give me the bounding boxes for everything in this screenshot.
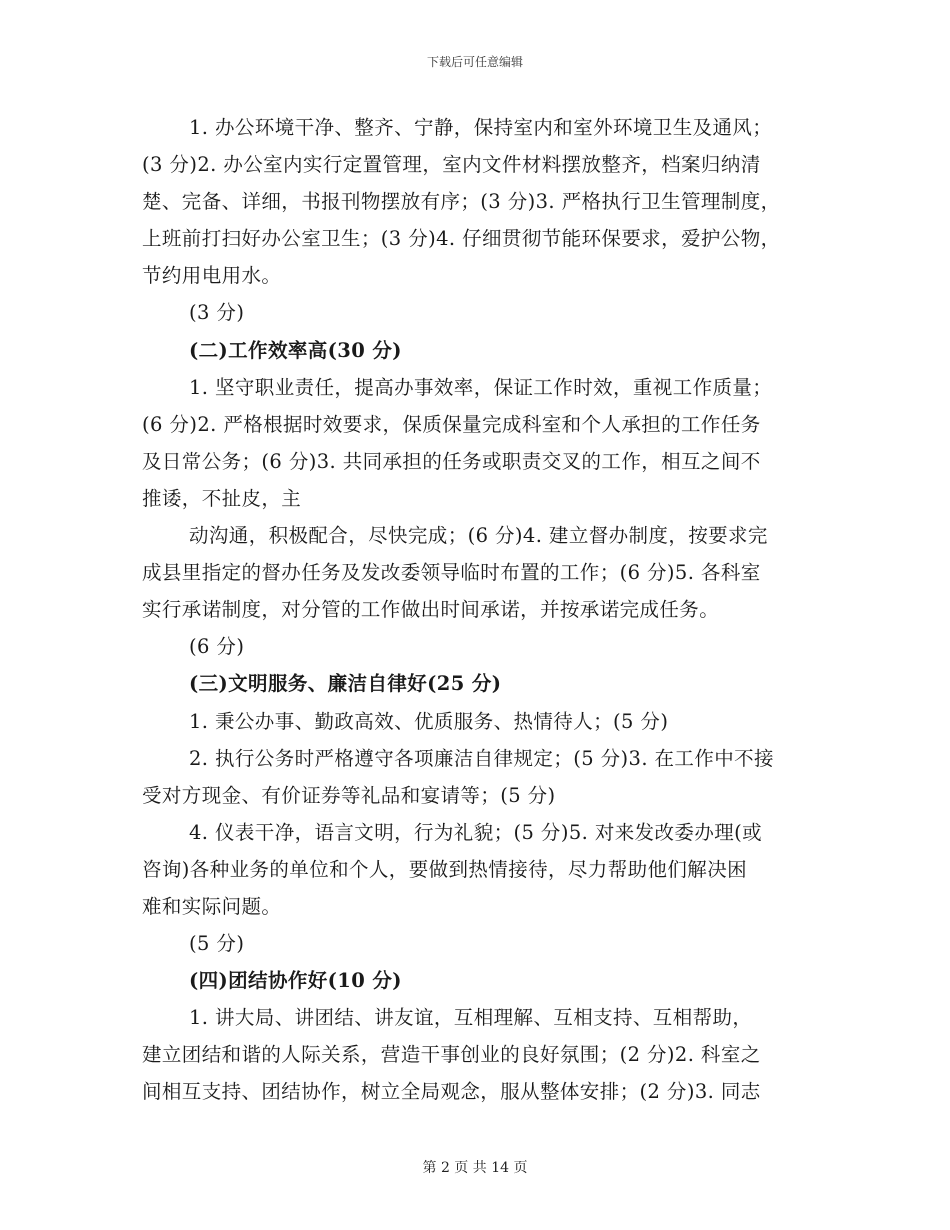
body-line: 2. 执行公务时严格遵守各项廉洁自律规定；(5 分)3. 在工作中不接 [189,746,774,770]
section-heading: (二)工作效率高(30 分) [189,338,402,362]
body-line: 楚、完备、详细，书报刊物摆放有序；(3 分)3. 严格执行卫生管理制度， [142,190,781,214]
body-line: (6 分) [189,635,245,659]
section-heading: (四)团结协作好(10 分) [189,969,402,993]
section-heading: (三)文明服务、廉洁自律好(25 分) [189,672,502,696]
body-line: 1. 讲大局、讲团结、讲友谊，互相理解、互相支持、互相帮助， [189,1006,753,1030]
body-line: (3 分) [189,301,245,325]
body-line: 及日常公务；(6 分)3. 共同承担的任务或职责交叉的工作，相互之间不 [142,449,761,473]
body-line: 难和实际问题。 [142,894,282,918]
body-line: 1. 办公环境干净、整齐、宁静，保持室内和室外环境卫生及通风； [189,116,773,139]
body-line: 间相互支持、团结协作，树立全局观念，服从整体安排；(2 分)3. 同志 [142,1080,761,1104]
body-line: 动沟通，积极配合，尽快完成；(6 分)4. 建立督办制度，按要求完 [189,524,768,548]
body-line: 上班前打扫好办公室卫生；(3 分)4. 仔细贯彻节能环保要求，爱护公物， [142,227,781,251]
body-line: 4. 仪表干净，语言文明，行为礼貌；(5 分)5. 对来发改委办理(或 [189,820,763,844]
body-line: 1. 秉公办事、勤政高效、优质服务、热情待人；(5 分) [189,709,669,733]
body-line: 1. 坚守职业责任，提高办事效率，保证工作时效，重视工作质量； [189,375,773,399]
body-line: 实行承诺制度，对分管的工作做出时间承诺，并按承诺完成任务。 [142,598,720,622]
document-body [142,109,812,1111]
body-line: (5 分) [189,932,245,956]
body-line: 咨询)各种业务的单位和个人，要做到热情接待，尽力帮助他们解决困 [142,857,748,881]
body-line: (6 分)2. 严格根据时效要求，保质保量完成科室和个人承担的工作任务 [142,412,761,436]
page-number: 第 2 页 共 14 页 [422,1160,528,1176]
body-line: 成县里指定的督办任务及发改委领导临时布置的工作；(6 分)5. 各科室 [142,561,761,585]
body-line: 受对方现金、有价证券等礼品和宴请等；(5 分) [142,783,556,807]
body-line: 推诿，不扯皮，主 [142,486,302,510]
body-line: (3 分)2. 办公室内实行定置管理，室内文件材料摆放整齐，档案归纳清 [142,153,761,177]
body-line: 节约用电用水。 [142,264,282,288]
body-line: 建立团结和谐的人际关系，营造干事创业的良好氛围；(2 分)2. 科室之 [142,1043,761,1067]
header-note: 下载后可任意编辑 [426,55,523,69]
